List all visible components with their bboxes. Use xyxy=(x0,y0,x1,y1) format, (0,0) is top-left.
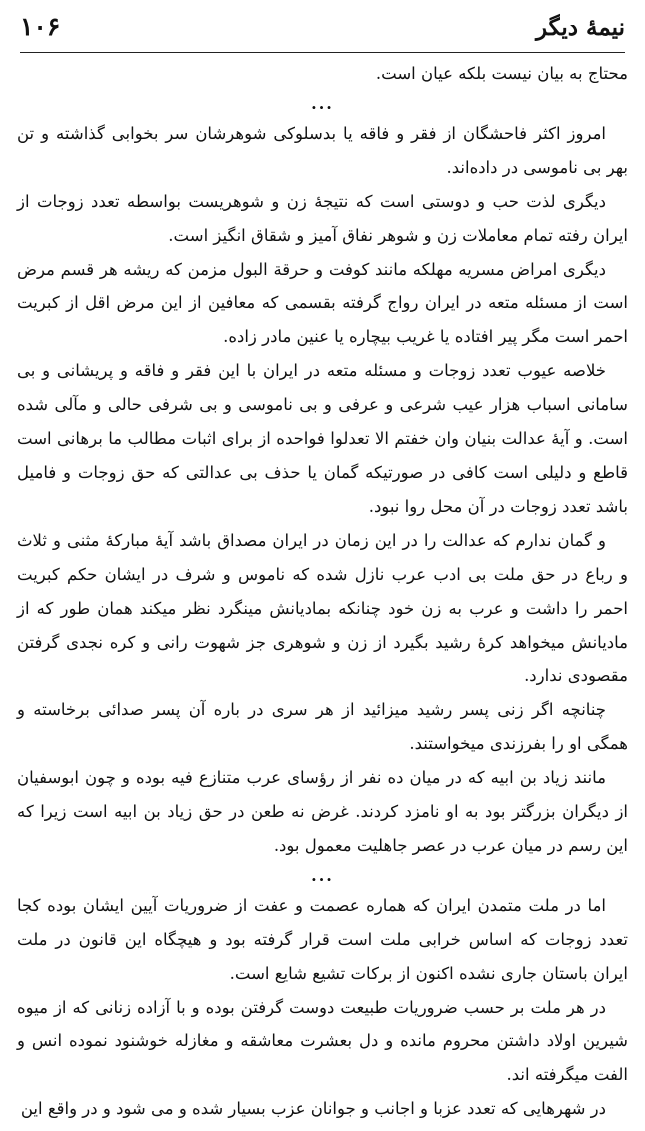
book-title: نیمهٔ دیگر xyxy=(535,14,625,41)
section-separator: ... xyxy=(311,93,334,113)
paragraph: اما در ملت متمدن ایران که هماره عصمت و عفت از ضروریات آیین ایشان بوده کجا تعدد زوجات که اساس خرابی ملت است قرار گرفته بود و هیچگاه این قانون در ملت ایران باستان جاری نشده اکنون از برکات تشیع شایع است. xyxy=(17,895,628,983)
section-separator: ... xyxy=(311,865,334,885)
paragraph: امروز اکثر فاحشگان از فقر و فاقه یا بدسلوکی شوهرشان سر بخوابی گذاشته و تن بهر بی ناموسی در داده‌اند. xyxy=(17,123,628,177)
paragraph: محتاج به بیان نیست بلکه عیان است. xyxy=(375,64,628,83)
paragraph: دیگری امراض مسریه مهلکه مانند کوفت و حرقة البول مزمن که ریشه هر قسم مرض است از مسئله متعه در ایران رواج گرفته بقسمی که معافین از این مرض اقل از کبریت احمر است مگر پیر افتاده یا غریب بیچاره یا عنین مادر زاده. xyxy=(17,259,628,347)
paragraph: خلاصه عیوب تعدد زوجات و مسئله متعه در ایران با این فقر و فاقه و پریشانی و بی سامانی اسباب هزار عیب شرعی و عرفی و بی ناموسی و بی شرفی حالی و مآلی شده است. و آیهٔ عدالت بنیان وان خفتم الا تعدلوا فواحده از برای اثبات مطالب ما برهانی است قاطع و دلیلی است کافی در صورتیکه گمان یا حذف بی عدالتی که حق زوجات و فامیل باشد تعدد زوجات در آن محل روا نبود. xyxy=(17,361,628,516)
paragraph: چنانچه اگر زنی پسر رشید میزائید از هر سری در باره آن پسر صدائی برخاسته و همگی او را بفرزندی میخواستند. xyxy=(17,700,628,754)
page-number: ۱۰۶ xyxy=(20,12,61,41)
page-header xyxy=(20,12,625,53)
page-body xyxy=(17,57,628,1126)
paragraph: در هر ملت بر حسب ضروریات طبیعت دوست گرفتن بوده و با آزاده زنانی که از میوه شیرین اولاد داشتن محروم مانده و دل بعشرت معاشقه و مغازله خوشنود نموده انس و الفت میگرفته اند. xyxy=(17,997,628,1085)
paragraph: مانند زیاد بن ابیه که در میان ده نفر از رؤسای عرب متنازع فیه بوده و چون ابوسفیان از دیگران بزرگتر بود به او نامزد کردند. غرض نه طعن در حق زیاد بن ابیه است زیرا که این رسم در میان عرب در عصر جاهلیت معمول بود. xyxy=(17,768,628,855)
paragraph: و گمان ندارم که عدالت را در این زمان در ایران مصداق باشد آیهٔ مبارکهٔ مثنی و ثلاث و رباع در حق ملت بی ادب عرب نازل شده که ناموس و شرف در ایشان حکم کبریت احمر را داشت و عرب به زن خود چنانکه بمادیانش مینگرد نظر میکند همان طور که از مادیانش میخواهد کرهٔ رشید بگیرد از زن و شوهری جز شهوت رانی و کره نجدی گرفتن مقصودی ندارد. xyxy=(17,530,628,686)
paragraph: دیگری لذت حب و دوستی است که نتیجهٔ زن و شوهریست بواسطه تعدد زوجات از ایران رفته تمام معاملات زن و شوهر نفاق آمیز و شقاق انگیز است. xyxy=(17,191,628,245)
paragraph: در شهرهایی که تعدد عزبا و اجانب و جوانان عزب بسیار شده و می شود و در واقع این xyxy=(20,1099,606,1119)
